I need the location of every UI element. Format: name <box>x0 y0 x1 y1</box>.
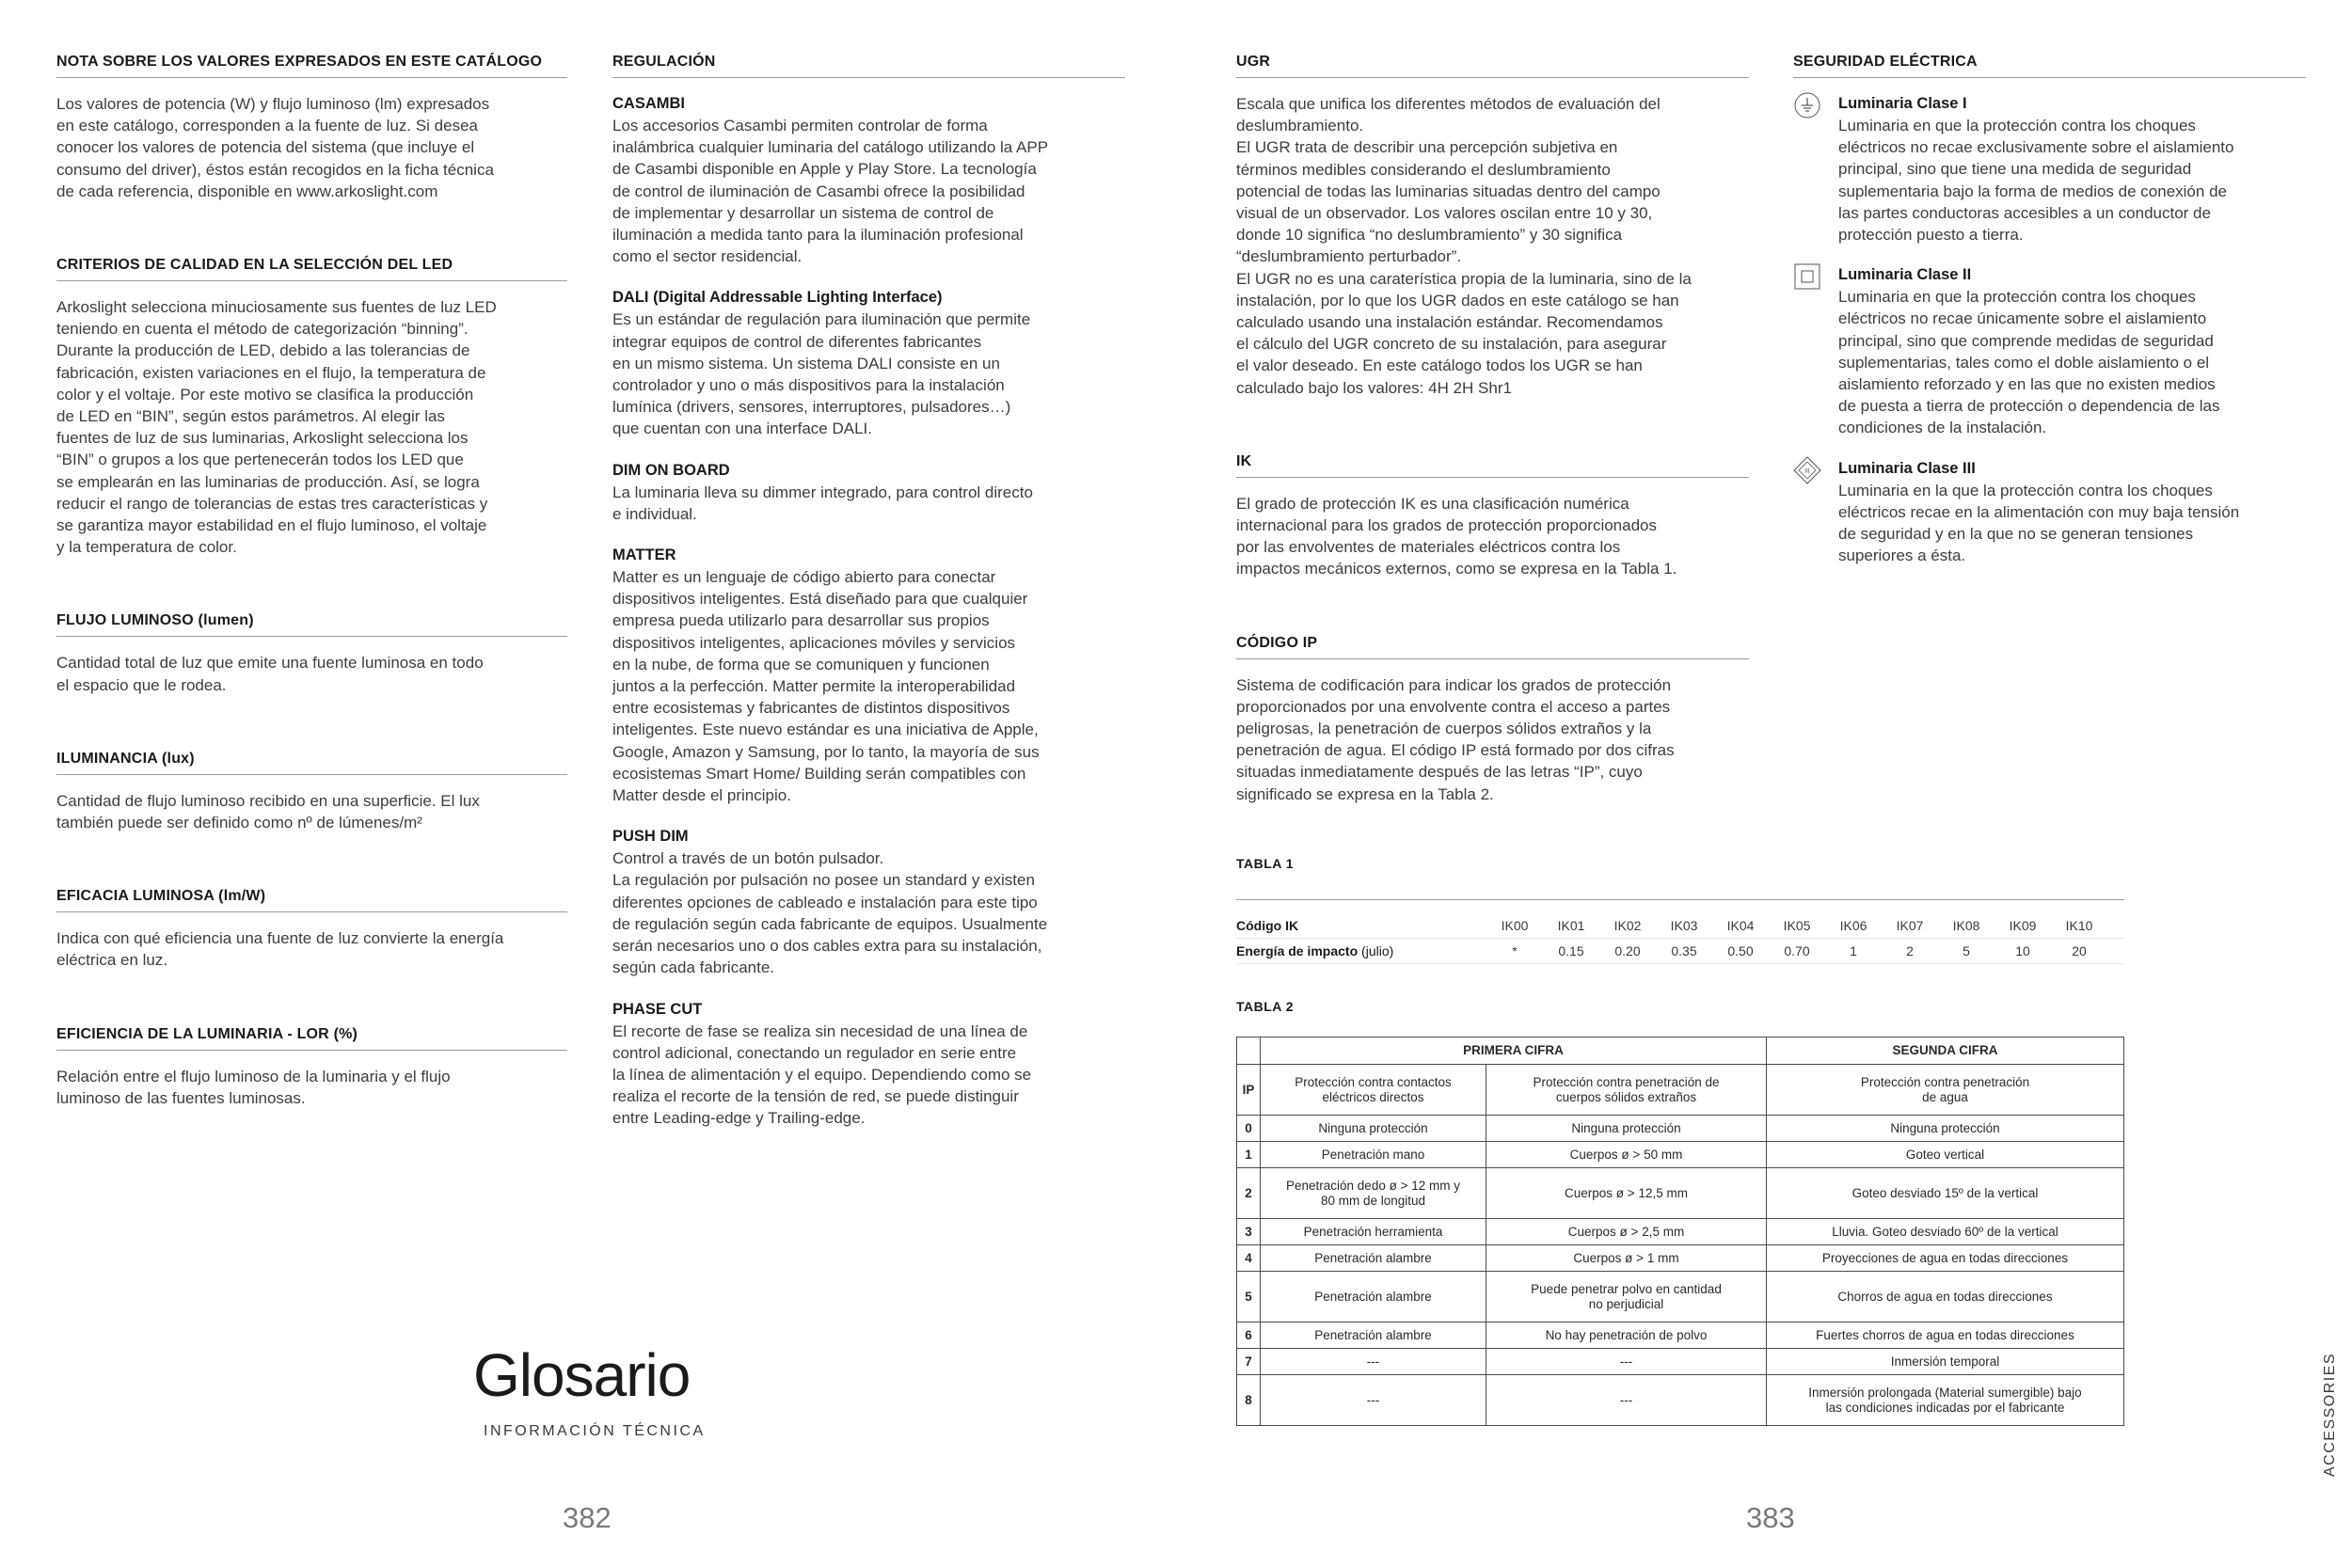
section-body <box>56 652 567 695</box>
tabla2-row <box>1237 1323 2124 1349</box>
proteccion-agua: Goteo desviado 15º de la vertical <box>1767 1168 2124 1219</box>
proteccion-agua: Ninguna protección <box>1767 1116 2124 1142</box>
safety-class-title: Luminaria Clase III <box>1838 459 1976 477</box>
text-line: de control de iluminación de Casambi ofrece la posibilidad <box>612 182 1025 200</box>
text-line: peligrosas, la penetración de cuerpos sólidos extraños y la <box>1236 720 1652 738</box>
subsection-title: PUSH DIM <box>612 828 689 846</box>
text-line: eléctrica en luz. <box>56 951 168 970</box>
text-line: calculado bajo los valores: 4H 2H Shr1 <box>1236 378 1512 397</box>
text-line: inteligentes. Este nuevo estándar es una iniciativa de Apple, <box>612 721 1039 739</box>
text-line: control adicional, conectando un regulador en serie entre <box>612 1043 1017 1062</box>
text-line: “BIN” o grupos a los que pertenecerán todos los LED que <box>56 451 464 469</box>
text-line: de regulación según cada fabricante de equipos. Usualmente <box>612 914 1048 933</box>
safety-class-text <box>1838 458 2239 567</box>
proteccion-agua: Fuertes chorros de agua en todas direcciones <box>1767 1323 2124 1349</box>
proteccion-contactos: Penetración alambre <box>1261 1245 1486 1272</box>
tabla2-row <box>1237 1375 2124 1426</box>
text-line: según cada fabricante. <box>612 958 775 977</box>
section-body <box>56 93 567 202</box>
text-line: internacional para los grados de protección proporcionados <box>1236 516 1658 535</box>
text-line: significado se expresa en la Tabla 2. <box>1236 784 1494 803</box>
text-line: Escala que unifica los diferentes métodos de evaluación del <box>1236 95 1661 113</box>
proteccion-agua: Inmersión temporal <box>1767 1349 2124 1375</box>
tabla2-head-primera: PRIMERA CIFRA <box>1261 1037 1767 1065</box>
text-line: el espacio que le rodea. <box>56 675 227 694</box>
diamond-iii-icon <box>1793 456 1821 484</box>
text-line: Arkoslight selecciona minuciosamente sus fuentes de luz LED <box>56 298 497 317</box>
text-line: lumínica (drivers, sensores, interruptores, pulsadores…) <box>612 398 1011 417</box>
tabla2-sub-agua: Protección contra penetración de agua <box>1767 1065 2124 1116</box>
safety-class-text <box>1838 264 2219 438</box>
text-line: inalámbrica cualquier luminaria del catálogo utilizando la APP <box>612 138 1049 157</box>
subsection-title: CASAMBI <box>612 95 685 112</box>
proteccion-contactos: Penetración alambre <box>1261 1272 1486 1323</box>
ik-energy: 0.50 <box>1727 943 1754 958</box>
text-line: conocer los valores de potencia del sistema (que incluye el <box>56 138 475 157</box>
proteccion-contactos: Penetración mano <box>1261 1142 1486 1168</box>
text-line: se emplearán en las luminarias de producción. Así, se logra <box>56 472 480 491</box>
safety-class-title: Luminaria Clase I <box>1838 95 1967 112</box>
text-line: El UGR trata de describir una percepción subjetiva en <box>1236 138 1618 157</box>
text-line: Durante la producción de LED, debido a las tolerancias de <box>56 341 470 360</box>
text-line: Matter es un lenguaje de código abierto para conectar <box>612 568 996 587</box>
text-line: se garantiza mayor estabilidad en el flujo luminoso, el voltaje <box>56 516 487 535</box>
text-line: suplementarias, tales como el doble aislamiento o el <box>1838 353 2210 372</box>
ip-digit: 7 <box>1237 1349 1261 1375</box>
section <box>56 751 567 833</box>
tabla2-row <box>1237 1168 2124 1219</box>
proteccion-agua: Lluvia. Goteo desviado 60º de la vertical <box>1767 1219 2124 1245</box>
ip-digit: 0 <box>1237 1116 1261 1142</box>
text-line: protección puesto a tierra. <box>1838 226 2024 245</box>
text-line: Cantidad total de luz que emite una fuente luminosa en todo <box>56 654 484 673</box>
subsection-title: MATTER <box>612 546 676 564</box>
text-line: de Casambi disponible en Apple y Play Store. La tecnología <box>612 160 1037 179</box>
text-line: en la nube, de forma que se comuniquen y funcionen <box>612 655 990 673</box>
ip-digit: 8 <box>1237 1375 1261 1426</box>
tabla2-sub-solidos: Protección contra penetración de cuerpos sólidos extraños <box>1486 1065 1767 1116</box>
ip-digit: 4 <box>1237 1245 1261 1272</box>
tabla2-row <box>1237 1219 2124 1245</box>
section-title: NOTA SOBRE LOS VALORES EXPRESADOS EN ESTE CATÁLOGO <box>56 54 567 78</box>
text-line: realiza el recorte de la tensión de red, se puede distinguir <box>612 1087 1019 1106</box>
subsection-title: DALI (Digital Addressable Lighting Interface) <box>612 289 943 307</box>
safety-class-body <box>1838 115 2233 245</box>
text-line: en este catálogo, corresponden a la fuente de luz. Si desea <box>56 117 478 135</box>
ik-energy: 2 <box>1906 943 1914 958</box>
text-line: empresa pueda utilizarlo para desarrollar sus propios <box>612 611 990 630</box>
text-line: serán necesarios uno o dos cables extra para su instalación, <box>612 937 1042 956</box>
page-number-right: 383 <box>1746 1501 1795 1534</box>
text-line: suplementaria bajo la forma de medios de conexión de <box>1838 182 2227 200</box>
proteccion-solidos: Cuerpos ø > 50 mm <box>1486 1142 1767 1168</box>
proteccion-solidos: --- <box>1486 1349 1767 1375</box>
text-line: Luminaria en que la protección contra los choques <box>1838 117 2196 135</box>
ik-code: IK00 <box>1501 918 1529 933</box>
ik-energy: 1 <box>1850 943 1857 958</box>
text-line: situadas inmediatamente después de las letras “IP”, cuyo <box>1236 763 1643 782</box>
tabla2-ip-label: IP <box>1237 1065 1261 1116</box>
ik-code: IK01 <box>1557 918 1585 933</box>
text-line: fabricación, existen variaciones en el flujo, la temperatura de <box>56 363 486 382</box>
section-body <box>56 927 567 971</box>
text-line: Cantidad de flujo luminoso recibido en una superficie. El lux <box>56 791 480 810</box>
tabla1-row-energies <box>1236 939 2124 964</box>
text-line: proporcionados por una envolvente contra el acceso a partes <box>1236 697 1671 716</box>
tabla1-row1-label: Código IK <box>1236 918 1299 933</box>
tabla2-row <box>1237 1142 2124 1168</box>
tabla1 <box>1236 899 2124 964</box>
text-line: reducir el rango de tolerancias de estas tres características y <box>56 494 488 513</box>
ik-code: IK07 <box>1896 918 1924 933</box>
tabla1-energies <box>1486 943 2107 958</box>
section-title: REGULACIÓN <box>612 54 1125 78</box>
svg-text:III: III <box>1804 468 1810 475</box>
ip-digit: 2 <box>1237 1168 1261 1219</box>
tabla2-row <box>1237 1245 2124 1272</box>
tabla2-row <box>1237 1272 2124 1323</box>
proteccion-contactos: --- <box>1261 1375 1486 1426</box>
text-line: El recorte de fase se realiza sin necesidad de una línea de <box>612 1022 1028 1040</box>
text-line: Es un estándar de regulación para iluminación que permite <box>612 310 1031 329</box>
text-line: Relación entre el flujo luminoso de la luminaria y el flujo <box>56 1067 451 1085</box>
proteccion-solidos: Puede penetrar polvo en cantidad no perjudicial <box>1486 1272 1767 1323</box>
section-body <box>1236 93 1749 399</box>
text-line: integrar equipos de control de diferentes fabricantes <box>612 332 982 351</box>
text-line: Control a través de un botón pulsador. <box>612 849 884 868</box>
proteccion-solidos: Cuerpos ø > 2,5 mm <box>1486 1219 1767 1245</box>
proteccion-agua: Inmersión prolongada (Material sumergible) bajo las condiciones indicadas por el fabricante <box>1767 1375 2124 1426</box>
safety-class <box>1793 264 2306 438</box>
section-body <box>56 790 567 833</box>
ik-energy: 5 <box>1963 943 1970 958</box>
text-line: visual de un observador. Los valores oscilan entre 10 y 30, <box>1236 204 1653 223</box>
ik-energy: 0.70 <box>1784 943 1810 958</box>
subsection <box>612 545 1125 806</box>
subsection <box>612 460 1125 525</box>
tabla1-row2-label: Energía de impacto <box>1236 943 1359 958</box>
text-line: de seguridad y en la que no se generan tensiones <box>1838 525 2194 544</box>
subsection-title: DIM ON BOARD <box>612 461 730 479</box>
text-line: impactos mecánicos externos, como se expresa en la Tabla 1. <box>1236 560 1677 578</box>
text-line: principal, sino que comprende medidas de seguridad <box>1838 331 2214 350</box>
ik-code: IK10 <box>2065 918 2093 933</box>
ik-code: IK09 <box>2009 918 2037 933</box>
text-line: penetración de agua. El código IP está formado por dos cifras <box>1236 741 1675 760</box>
proteccion-agua: Proyecciones de agua en todas direcciones <box>1767 1245 2124 1272</box>
section-title: CRITERIOS DE CALIDAD EN LA SELECCIÓN DEL LED <box>56 257 567 281</box>
text-line: entre ecosistemas y fabricantes de distintos dispositivos <box>612 699 1010 718</box>
text-line: Matter desde el principio. <box>612 786 791 805</box>
text-line: que cuentan con una interface DALI. <box>612 420 872 438</box>
section <box>56 1026 567 1109</box>
text-line: diferentes opciones de cableado e instalación para este tipo <box>612 893 1038 911</box>
tabla2-row <box>1237 1116 2124 1142</box>
text-line: “deslumbramiento perturbador”. <box>1236 247 1462 266</box>
text-line: Luminaria en que la protección contra los choques <box>1838 288 2196 307</box>
column-3 <box>1236 54 1749 860</box>
text-line: por las envolventes de materiales eléctricos contra los <box>1236 538 1621 557</box>
column-1 <box>56 54 567 1164</box>
text-line: El UGR no es una caraterística propia de la luminaria, sino de la <box>1236 269 1692 288</box>
safety-class-body <box>1838 286 2219 438</box>
text-line: la línea de alimentación y el equipo. Dependiendo como se <box>612 1065 1032 1084</box>
ip-digit: 5 <box>1237 1272 1261 1323</box>
text-line: consumo del driver), éstos están recogidos en la ficha técnica <box>56 160 494 179</box>
section-body <box>1236 674 1749 805</box>
proteccion-contactos: --- <box>1261 1349 1486 1375</box>
text-line: instalación, por lo que los UGR dados en este catálogo se han <box>1236 291 1679 309</box>
ik-energy: 0.20 <box>1614 943 1641 958</box>
text-line: y la temperatura de color. <box>56 538 237 557</box>
text-line: superiores a ésta. <box>1838 546 1966 565</box>
text-line: fuentes de luz de sus luminarias, Arkoslight selecciona los <box>56 429 469 448</box>
text-line: Sistema de codificación para indicar los grados de protección <box>1236 675 1672 694</box>
text-line: luminoso de las fuentes luminosas. <box>56 1088 306 1107</box>
tabla2 <box>1236 1037 2124 1426</box>
text-line: eléctricos no recae exclusivamente sobre el aislamiento <box>1838 138 2234 157</box>
ik-energy: 20 <box>2072 943 2087 958</box>
section <box>56 612 567 695</box>
proteccion-solidos: No hay penetración de polvo <box>1486 1323 1767 1349</box>
text-line: Indica con qué eficiencia una fuente de luz convierte la energía <box>56 929 504 948</box>
section-title: EFICIENCIA DE LA LUMINARIA - LOR (%) <box>56 1026 567 1051</box>
glosario-title: Glosario <box>473 1341 691 1409</box>
section-title: CÓDIGO IP <box>1236 635 1749 659</box>
tabla1-row-codes <box>1236 913 2124 939</box>
section-title: SEGURIDAD ELÉCTRICA <box>1793 54 2306 78</box>
section-title: FLUJO LUMINOSO (lumen) <box>56 612 567 637</box>
text-line: términos medibles considerando el deslumbramiento <box>1236 160 1611 179</box>
safety-class <box>1793 93 2306 245</box>
text-line: principal, sino que tiene una medida de seguridad <box>1838 160 2192 179</box>
ik-energy: * <box>1512 943 1518 958</box>
ip-digit: 3 <box>1237 1219 1261 1245</box>
text-line: de LED en “BIN”, según estos parámetros. Al elegir las <box>56 407 445 426</box>
text-line: ecosistemas Smart Home/ Building serán compatibles con <box>612 764 1026 783</box>
column-4 <box>1793 54 2306 585</box>
section-body <box>56 1066 567 1109</box>
section-title: ILUMINANCIA (lux) <box>56 751 567 775</box>
subsection <box>612 93 1125 267</box>
tabla2-header-row <box>1237 1037 2124 1065</box>
text-line: el valor deseado. En este catálogo todos los UGR se han <box>1236 356 1643 375</box>
text-line: de puesta a tierra de protección o dependencia de las <box>1838 397 2220 416</box>
subsection-body <box>612 566 1125 806</box>
text-line: El grado de protección IK es una clasificación numérica <box>1236 494 1629 513</box>
text-line: Los valores de potencia (W) y flujo luminoso (lm) expresados <box>56 95 490 113</box>
proteccion-solidos: Ninguna protección <box>1486 1116 1767 1142</box>
tabla2-head-segunda: SEGUNDA CIFRA <box>1767 1037 2124 1065</box>
section <box>56 257 567 558</box>
proteccion-solidos: --- <box>1486 1375 1767 1426</box>
section <box>1236 635 1749 805</box>
text-line: las partes conductoras accesibles a un conductor de <box>1838 203 2211 222</box>
text-line: dispositivos inteligentes. Está diseñado para que cualquier <box>612 590 1028 609</box>
text-line: de implementar y desarrollar un sistema de control de <box>612 203 994 222</box>
text-line: Google, Amazon y Samsung, por lo tanto, la mayoría de sus <box>612 742 1040 761</box>
tabla1-label: TABLA 1 <box>1236 856 1295 871</box>
section-body <box>56 296 567 558</box>
safety-class-body <box>1838 480 2239 567</box>
ik-code: IK08 <box>1952 918 1980 933</box>
double-square-icon <box>1793 262 1821 291</box>
text-line: La regulación por pulsación no posee un standard y existen <box>612 871 1035 890</box>
ik-energy: 0.15 <box>1558 943 1584 958</box>
section-title: IK <box>1236 453 1749 478</box>
text-line: de cada referencia, disponible en www.arkoslight.com <box>56 182 438 200</box>
tabla1-codes <box>1486 918 2107 933</box>
safety-class-text <box>1838 93 2233 245</box>
subsection <box>612 999 1125 1130</box>
subsection <box>612 826 1125 978</box>
proteccion-solidos: Cuerpos ø > 1 mm <box>1486 1245 1767 1272</box>
text-line: Luminaria en la que la protección contra los choques <box>1838 481 2213 499</box>
ik-energy: 0.35 <box>1671 943 1697 958</box>
subsection-body <box>612 482 1125 525</box>
safety-class-title: Luminaria Clase II <box>1838 266 1972 284</box>
ik-code: IK04 <box>1726 918 1755 933</box>
text-line: también puede ser definido como nº de lúmenes/m² <box>56 814 422 832</box>
ik-code: IK02 <box>1613 918 1642 933</box>
glosario-subtitle: INFORMACIÓN TÉCNICA <box>484 1423 706 1439</box>
subsection-body <box>612 115 1125 267</box>
text-line: como el sector residencial. <box>612 247 803 266</box>
earth-ground-icon <box>1793 91 1821 119</box>
ik-energy: 10 <box>2015 943 2030 958</box>
ik-code: IK06 <box>1839 918 1867 933</box>
safety-class <box>1793 458 2306 567</box>
text-line: controlador y uno o más dispositivos para la instalación <box>612 376 1005 395</box>
text-line: entre Leading-edge y Trailing-edge. <box>612 1109 866 1128</box>
text-line: en un mismo sistema. Un sistema DALI consiste en un <box>612 354 1000 372</box>
ik-code: IK05 <box>1783 918 1811 933</box>
proteccion-agua: Chorros de agua en todas direcciones <box>1767 1272 2124 1323</box>
ip-digit: 1 <box>1237 1142 1261 1168</box>
section <box>1236 54 1749 399</box>
ik-code: IK03 <box>1670 918 1698 933</box>
proteccion-solidos: Cuerpos ø > 12,5 mm <box>1486 1168 1767 1219</box>
ip-digit: 6 <box>1237 1323 1261 1349</box>
column-2 <box>612 54 1125 1149</box>
text-line: juntos a la perfección. Matter permite la interoperabilidad <box>612 677 1016 696</box>
proteccion-contactos: Penetración herramienta <box>1261 1219 1486 1245</box>
section <box>56 888 567 971</box>
proteccion-contactos: Penetración dedo ø > 12 mm y 80 mm de longitud <box>1261 1168 1486 1219</box>
tabla1-row2-unit: (julio) <box>1358 943 1394 958</box>
text-line: donde 10 significa “no deslumbramiento” y 30 significa <box>1236 226 1623 245</box>
proteccion-agua: Goteo vertical <box>1767 1142 2124 1168</box>
text-line: iluminación a medida tanto para la iluminación profesional <box>612 226 1024 245</box>
text-line: condiciones de la instalación. <box>1838 419 2047 437</box>
text-line: eléctricos recae en la alimentación con muy baja tensión <box>1838 502 2240 521</box>
tabla2-subheader-row <box>1237 1065 2124 1116</box>
proteccion-contactos: Ninguna protección <box>1261 1116 1486 1142</box>
text-line: calculado usando una instalación estándar. Recomendamos <box>1236 313 1663 332</box>
subsection-body <box>612 847 1125 978</box>
text-line: Los accesorios Casambi permiten controlar de forma <box>612 117 988 135</box>
section-title: UGR <box>1236 54 1749 78</box>
tabla2-row <box>1237 1349 2124 1375</box>
tabla2-sub-contactos: Protección contra contactos eléctricos directos <box>1261 1065 1486 1116</box>
text-line: deslumbramiento. <box>1236 117 1364 135</box>
text-line: dispositivos inteligentes, aplicaciones móviles y servicios <box>612 633 1016 652</box>
text-line: e individual. <box>612 504 697 523</box>
subsection-title: PHASE CUT <box>612 1000 703 1018</box>
text-line: aislamiento reforzado y en las que no existen medios <box>1838 375 2216 394</box>
section-title: EFICACIA LUMINOSA (lm/W) <box>56 888 567 912</box>
section <box>1236 453 1749 580</box>
section-body <box>1236 493 1749 580</box>
section <box>56 54 567 202</box>
subsection <box>612 287 1125 439</box>
subsection-body <box>612 309 1125 439</box>
side-section-label: ACCESSORIES <box>2322 1352 2338 1477</box>
text-line: potencial de todas las luminarias situadas dentro del campo <box>1236 182 1661 200</box>
text-line: color y el voltaje. Por este motivo se clasifica la producción <box>56 385 474 404</box>
tabla2-label: TABLA 2 <box>1236 999 1295 1014</box>
subsection-body <box>612 1021 1125 1130</box>
text-line: La luminaria lleva su dimmer integrado, para control directo <box>612 483 1033 501</box>
text-line: eléctricos no recae únicamente sobre el aislamiento <box>1838 309 2207 328</box>
proteccion-contactos: Penetración alambre <box>1261 1323 1486 1349</box>
page-number-left: 382 <box>563 1501 612 1534</box>
text-line: teniendo en cuenta el método de categorización “binning”. <box>56 320 469 339</box>
text-line: el cálculo del UGR concreto de su instalación, para asegurar <box>1236 335 1667 354</box>
